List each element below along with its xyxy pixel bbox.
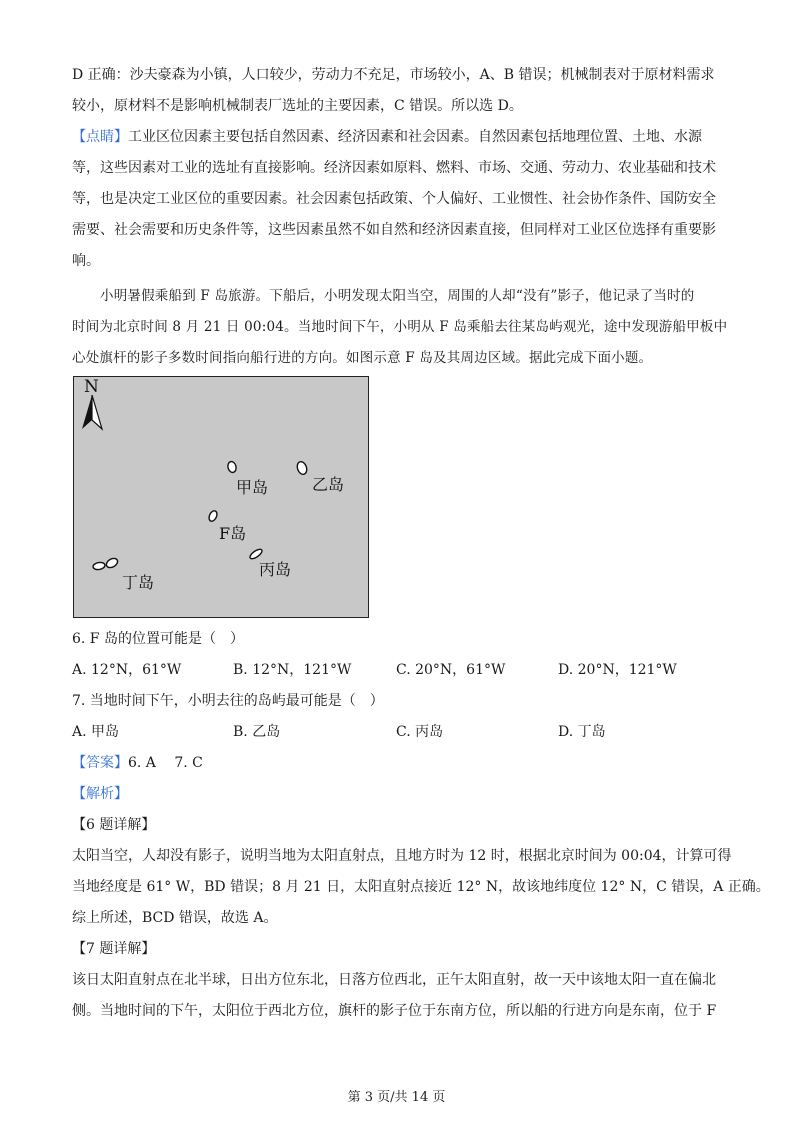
dianjing-line-5: 响。 bbox=[72, 253, 100, 269]
island-ding-shape bbox=[92, 557, 119, 571]
q7-option-b: B. 乙岛 bbox=[233, 724, 281, 740]
detail7-line-2: 侧。当地时间的下午，太阳位于西北方位，旗杆的影子位于东南方位，所以船的行进方向是东南，位于 F bbox=[72, 1003, 717, 1019]
island-f-shape bbox=[208, 510, 219, 523]
dianjing-text-1: 工业区位因素主要包括自然因素、经济因素和社会因素。自然因素包括地理位置、土地、水源 bbox=[128, 129, 702, 145]
detail6-line-1: 太阳当空，人却没有影子，说明当地为太阳直射点，且地方时为 12 时，根据北京时间为 00:04，计算可得 bbox=[72, 848, 732, 864]
dianjing-line-3: 等，也是决定工业区位的重要因素。社会因素包括政策、个人偏好、工业惯性、社会协作条件、国防安全 bbox=[72, 191, 716, 207]
answer-line bbox=[72, 748, 722, 779]
detail6-line-2: 当地经度是 61° W，BD 错误；8 月 21 日，太阳直射点接近 12° N，故该地纬度位 12° N，C 错误，A 正确。 bbox=[72, 879, 770, 895]
analysis-tag: 【解析】 bbox=[72, 786, 128, 802]
intro-line-1: D 正确：沙夫豪森为小镇，人口较少，劳动力不充足，市场较小，A、B 错误；机械制表对于原材料需求 bbox=[72, 67, 715, 83]
dianjing-line-2: 等，这些因素对工业的选址有直接影响。经济因素如原料、燃料、市场、交通、劳动力、农业基础和技术 bbox=[72, 160, 716, 176]
q6-stem: 6. F 岛的位置可能是（ ） bbox=[72, 631, 244, 647]
q6-option-d: D. 20°N，121°W bbox=[558, 662, 677, 678]
island-map bbox=[73, 376, 369, 618]
answer-text: 6. A 7. C bbox=[128, 755, 203, 771]
island-yi-label: 乙岛 bbox=[312, 475, 345, 494]
narrative-line-1: 小明暑假乘船到 F 岛旅游。下船后，小明发现太阳当空，周围的人却“没有”影子，他记录了当时的 bbox=[100, 288, 695, 304]
q7-option-d: D. 丁岛 bbox=[558, 724, 606, 740]
q6-option-a: A. 12°N，61°W bbox=[72, 662, 182, 678]
dianjing-line-1 bbox=[72, 122, 722, 153]
q7-option-a: A. 甲岛 bbox=[72, 724, 120, 740]
island-f-label: F岛 bbox=[219, 524, 247, 543]
narrative-line-2: 时间为北京时间 8 月 21 日 00:04。当地时间下午，小明从 F 岛乘船去往某岛屿观光，途中发现游船甲板中 bbox=[72, 319, 728, 335]
island-jia-label: 甲岛 bbox=[236, 478, 269, 497]
island-bing-label: 丙岛 bbox=[259, 560, 292, 579]
detail6-line-3: 综上所述，BCD 错误，故选 A。 bbox=[72, 910, 278, 926]
north-arrow-icon bbox=[82, 395, 102, 429]
answer-tag: 【答案】 bbox=[72, 755, 128, 771]
narrative-line-3: 心处旗杆的影子多数时间指向船行进的方向。如图示意 F 岛及其周边区域。据此完成下面小题。 bbox=[72, 350, 653, 366]
q6-option-b: B. 12°N，121°W bbox=[233, 662, 352, 678]
north-label: N bbox=[84, 377, 99, 397]
dianjing-tag: 【点睛】 bbox=[72, 129, 128, 145]
island-yi-shape bbox=[296, 460, 309, 475]
q6-option-c: C. 20°N，61°W bbox=[396, 662, 506, 678]
q7-stem: 7. 当地时间下午，小明去往的岛屿最可能是（ ） bbox=[72, 693, 384, 709]
analysis-line bbox=[72, 779, 722, 810]
detail6-heading: 【6 题详解】 bbox=[72, 817, 156, 833]
island-ding-label: 丁岛 bbox=[122, 573, 155, 592]
island-jia-shape bbox=[227, 461, 238, 474]
map-graphics bbox=[74, 377, 367, 616]
q7-option-c: C. 丙岛 bbox=[396, 724, 444, 740]
detail7-line-1: 该日太阳直射点在北半球，日出方位东北，日落方位西北，正午太阳直射，故一天中该地太阳一直在偏北 bbox=[72, 972, 716, 988]
page-footer: 第 3 页/共 14 页 bbox=[347, 1090, 446, 1105]
detail7-heading: 【7 题详解】 bbox=[72, 941, 156, 957]
dianjing-line-4: 需要、社会需要和历史条件等，这些因素虽然不如自然和经济因素直接，但同样对工业区位选择有重要影 bbox=[72, 222, 716, 238]
intro-line-2: 较小，原材料不是影响机械制表厂选址的主要因素，C 错误。所以选 D。 bbox=[72, 98, 523, 114]
